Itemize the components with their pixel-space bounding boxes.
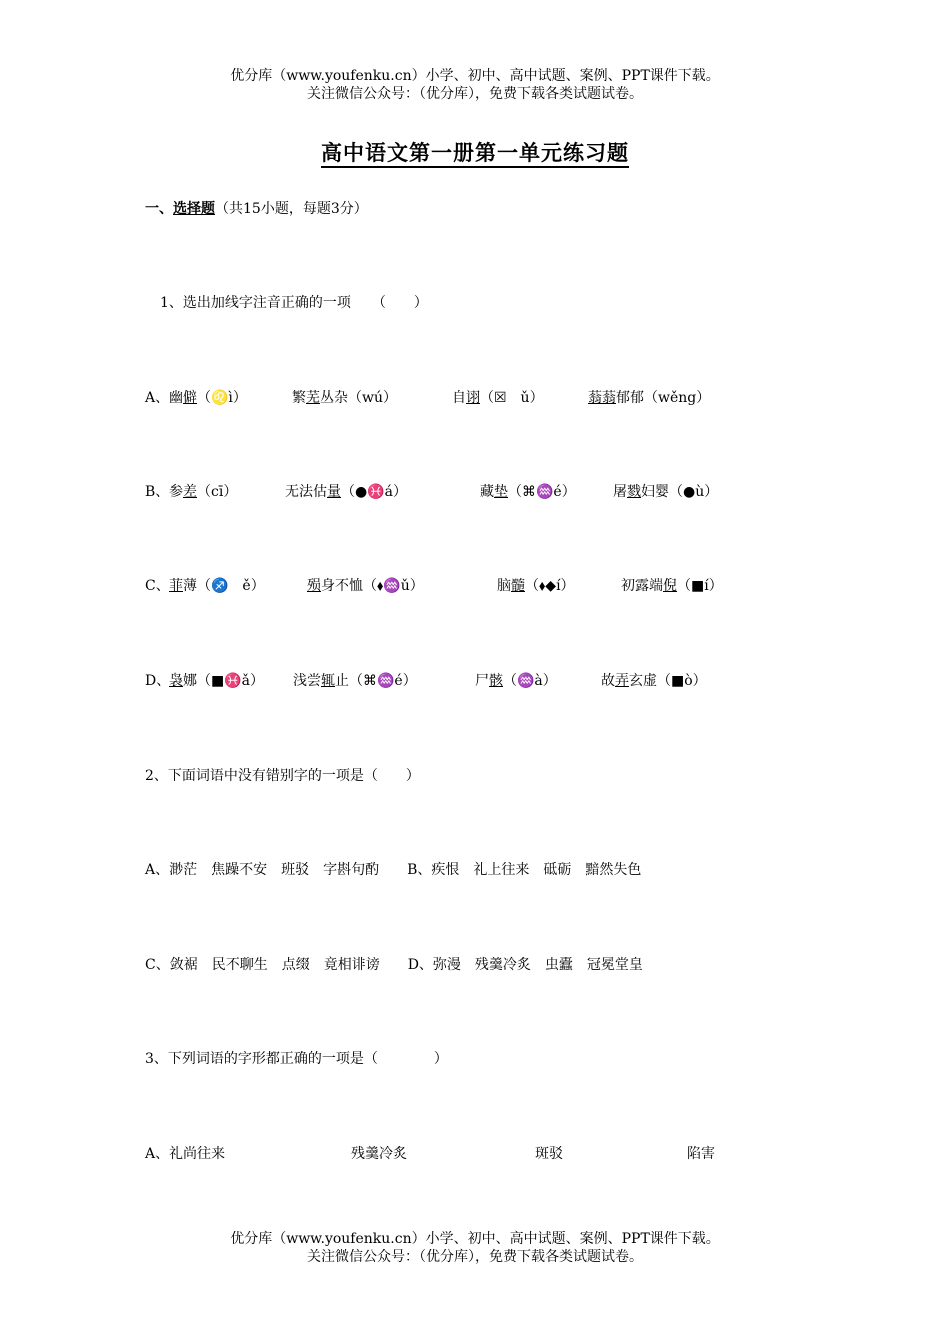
q2-options-cd: C、敛裾 民不聊生 点缀 竟相诽谤 D、弥漫 残羹冷炙 虫蠹 冠冕堂皇 — [145, 957, 643, 973]
q1-option-a-item-4: 蓊蓊郁郁（wěng） — [588, 390, 711, 406]
q2-options-ab: A、渺茫 焦躁不安 班驳 字斟句酌 B、疾恨 礼上往来 砥砺 黯然失色 — [145, 862, 642, 878]
section-note: （共15小题，每题3分） — [215, 201, 368, 217]
section-number: 一、 — [145, 201, 173, 217]
q1-option-d-item-4: 故弄玄虚（■ò） — [601, 673, 707, 689]
q1-option-c-label: C、 — [145, 578, 170, 594]
q1-option-d-item-3: 尸骸（♒à） — [475, 673, 557, 689]
q1-option-d-label: D、 — [145, 673, 171, 689]
q1-option-b-item-1: 参差（cī） — [169, 484, 238, 500]
footer-line-1: 优分库（www.youfenku.cn）小学、初中、高中试题、案例、PPT课件下载。 — [230, 1231, 720, 1247]
footer-line-2: 关注微信公众号：（优分库），免费下载各类试题试卷。 — [307, 1249, 643, 1265]
q1-option-a-label: A、 — [145, 390, 170, 406]
question-3-stem: 3、下列词语的字形都正确的一项是（ ） — [145, 1051, 448, 1067]
q3-option-a-word-2: 残羹冷炙 — [351, 1146, 407, 1162]
q1-option-d-item-1: 袅娜（■♓ǎ） — [169, 673, 265, 689]
q1-option-b-item-3: 藏垫（⌘♒é） — [480, 484, 576, 500]
q1-option-a-item-1: 幽僻（♌ì） — [169, 390, 247, 406]
header-line-2: 关注微信公众号：（优分库），免费下载各类试题试卷。 — [307, 86, 643, 102]
q1-option-c-item-2: 殒身不恤（⬧♒ǔ） — [307, 578, 424, 594]
question-2-stem: 2、下面词语中没有错别字的一项是（ ） — [145, 768, 420, 784]
q1-option-b-item-4: 屠戮妇婴（●ù） — [613, 484, 719, 500]
q3-option-a-word-1: 礼尚往来 — [169, 1146, 225, 1162]
section-name: 选择题 — [173, 201, 215, 217]
header-line-1: 优分库（www.youfenku.cn）小学、初中、高中试题、案例、PPT课件下载。 — [230, 68, 720, 84]
section-heading — [145, 199, 368, 219]
q1-option-d-item-2: 浅尝辄止（⌘♒é） — [293, 673, 417, 689]
q1-option-c-item-1: 菲薄（♐ ě） — [169, 578, 265, 594]
page-title: 高中语文第一册第一单元练习题 — [321, 141, 629, 168]
q3-option-a-word-4: 陷害 — [687, 1146, 715, 1162]
q3-option-a-label: A、 — [145, 1146, 170, 1162]
q1-option-a-item-2: 繁芜丛杂（wú） — [292, 390, 397, 406]
question-1-stem: 1、选出加线字注音正确的一项 （ ） — [160, 295, 428, 311]
q3-option-a-word-3: 斑驳 — [535, 1146, 563, 1162]
q1-option-b-item-2: 无法估量（●♓á） — [285, 484, 407, 500]
q1-option-b-label: B、 — [145, 484, 170, 500]
page-footer — [0, 1230, 950, 1266]
q1-option-c-item-3: 脑髓（⬧◆í） — [497, 578, 575, 594]
q1-option-a-item-3: 自诩（☒ ǔ） — [452, 390, 544, 406]
page-title-wrap — [0, 137, 950, 167]
q1-option-c-item-4: 初露端倪（■í） — [621, 578, 723, 594]
page-header — [0, 67, 950, 103]
